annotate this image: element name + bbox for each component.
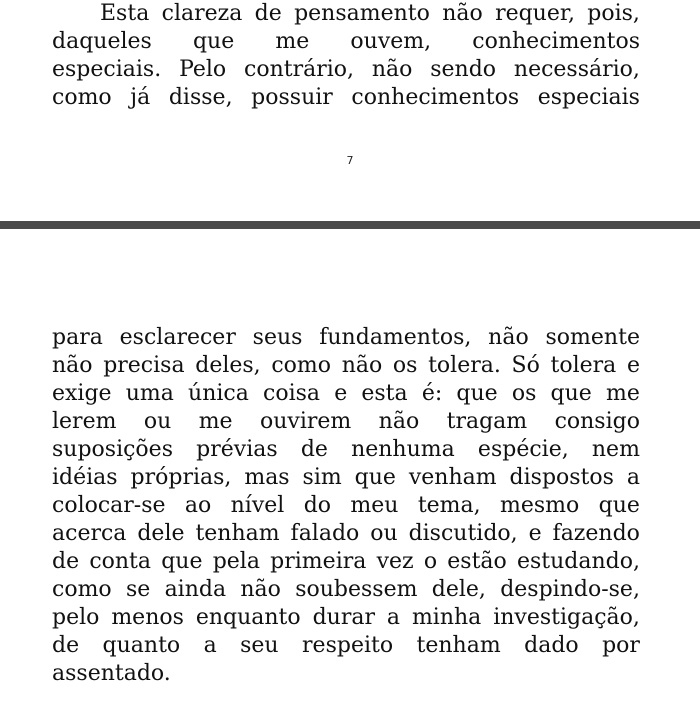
text-line: colocar-se ao nível do meu tema, mesmo que (52, 493, 640, 518)
text-line: especiais. Pelo contrário, não sendo necessário, (52, 57, 640, 82)
text-line: de conta que pela primeira vez o estão estudando, (52, 549, 640, 574)
text-line: acerca dele tenham falado ou discutido, e fazendo (52, 521, 640, 546)
page-separator (0, 221, 700, 229)
text-line: assentado. (52, 661, 171, 686)
text-line: como já disse, possuir conhecimentos especiais (52, 85, 640, 110)
text-line: exige uma única coisa e esta é: que os que me (52, 381, 640, 406)
top-page (52, 0, 640, 112)
bottom-paragraph (52, 324, 640, 688)
text-line: como se ainda não soubessem dele, despindo-se, (52, 577, 640, 602)
text-line: Esta clareza de pensamento não requer, pois, (100, 1, 640, 26)
text-line: pelo menos enquanto durar a minha investigação, (52, 605, 640, 630)
top-paragraph (52, 0, 640, 112)
text-line: idéias próprias, mas sim que venham dispostos a (52, 465, 640, 490)
text-line: daqueles que me ouvem, conhecimentos (52, 29, 640, 54)
text-line: para esclarecer seus fundamentos, não somente (52, 325, 640, 350)
bottom-page (52, 324, 640, 688)
text-line: suposições prévias de nenhuma espécie, nem (52, 437, 640, 462)
text-line: não precisa deles, como não os tolera. Só tolera e (52, 353, 640, 378)
text-line: de quanto a seu respeito tenham dado por (52, 633, 640, 658)
page-number: 7 (346, 154, 354, 167)
text-line: lerem ou me ouvirem não tragam consigo (52, 409, 640, 434)
